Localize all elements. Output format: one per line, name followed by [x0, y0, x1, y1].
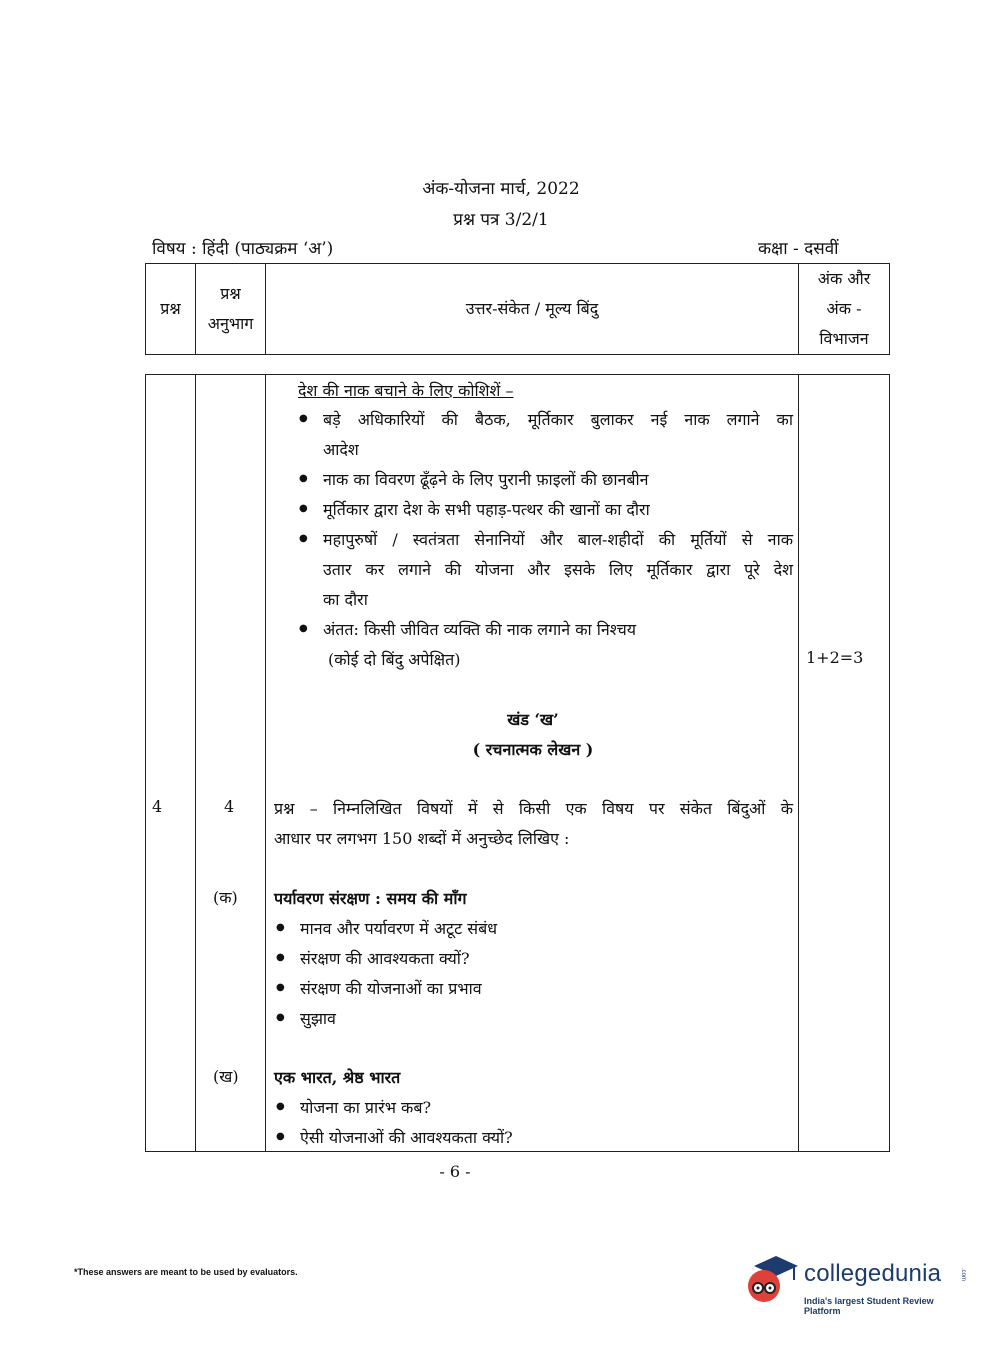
page-title: अंक-योजना मार्च, 2022 — [422, 179, 580, 199]
list-item: ● ऐसी योजनाओं की आवश्यकता क्यों? — [300, 1126, 513, 1148]
marks-cell — [799, 375, 890, 1152]
topic-kha: एक भारत, श्रेष्ठ भारत — [274, 1068, 401, 1087]
mascot-icon — [740, 1250, 800, 1310]
header-section: प्रश्न अनुभाग — [196, 264, 266, 355]
question-text-cont: आधार पर लगभग 150 शब्दों में अनुच्छेद लिखिए : — [274, 829, 570, 848]
topic-ka: पर्यावरण संरक्षण : समय की माँग — [274, 889, 467, 908]
brand-tagline: India's largest Student Review Platform — [804, 1296, 934, 1316]
question-number: 4 — [152, 797, 163, 816]
list-item: ● मानव और पर्यावरण में अटूट संबंध — [300, 917, 497, 939]
header-marks: अंक और अंक - विभाजन — [799, 264, 890, 355]
list-item: ● बड़े अधिकारियों की बैठक, मूर्तिकार बुलाकर नई नाक लगाने का — [323, 408, 793, 430]
question-text: प्रश्न – निम्नलिखित विषयों में से किसी एक विषय पर संकेत बिंदुओं के — [274, 799, 793, 818]
nose-heading: देश की नाक बचाने के लिए कोशिशें – — [298, 381, 514, 400]
list-item: ● संरक्षण की आवश्यकता क्यों? — [300, 947, 470, 969]
header-answer: उत्तर-संकेत / मूल्य बिंदु — [266, 264, 799, 355]
collegedunia-logo — [740, 1250, 970, 1316]
list-item: ● मूर्तिकार द्वारा देश के सभी पहाड़-पत्थर की खानों का दौरा — [323, 498, 650, 520]
class-label: कक्षा - दसवीं — [758, 239, 839, 259]
subject-label: विषय : हिंदी (पाठ्यक्रम ‘अ’) — [152, 239, 334, 259]
header-table — [145, 263, 890, 355]
list-item: ● नाक का विवरण ढूँढ़ने के लिए पुरानी फ़ाइलों की छानबीन — [323, 468, 649, 490]
list-item: ● संरक्षण की योजनाओं का प्रभाव — [300, 977, 482, 999]
page-number: - 6 - — [439, 1162, 471, 1181]
section-cell — [196, 375, 266, 1152]
sub-kha: (ख) — [213, 1067, 239, 1086]
brand-name: collegedunia — [804, 1260, 942, 1287]
section-subtitle: ( रचनात्मक लेखन ) — [472, 740, 594, 759]
answer-table — [145, 374, 890, 1152]
list-item: ● अंतत: किसी जीवित व्यक्ति की नाक लगाने का निश्चय — [323, 618, 636, 640]
marks-value: 1+2=3 — [806, 648, 864, 667]
sub-ka: (क) — [213, 888, 238, 907]
note: (कोई दो बिंदु अपेक्षित) — [328, 650, 461, 669]
brand-suffix: .com — [960, 1268, 966, 1282]
list-item: ● सुझाव — [300, 1007, 336, 1029]
section-number: 4 — [224, 797, 235, 816]
list-item-cont: आदेश — [323, 440, 359, 459]
evaluator-footnote: *These answers are meant to be used by evaluators. — [74, 1267, 298, 1277]
list-item-cont: उतार कर लगाने की योजना और इसके लिए मूर्तिकार द्वारा पूरे देश — [323, 560, 793, 579]
list-item: ● योजना का प्रारंभ कब? — [300, 1096, 431, 1118]
paper-code: प्रश्न पत्र 3/2/1 — [453, 210, 549, 230]
list-item: ● महापुरुषों / स्वतंत्रता सेनानियों और बाल-शहीदों की मूर्तियों से नाक — [323, 528, 793, 550]
section-title: खंड ‘ख’ — [507, 710, 559, 729]
question-cell — [146, 375, 196, 1152]
list-item-cont: का दौरा — [323, 590, 368, 609]
header-question: प्रश्न — [146, 264, 196, 355]
answer-cell — [266, 375, 799, 1152]
